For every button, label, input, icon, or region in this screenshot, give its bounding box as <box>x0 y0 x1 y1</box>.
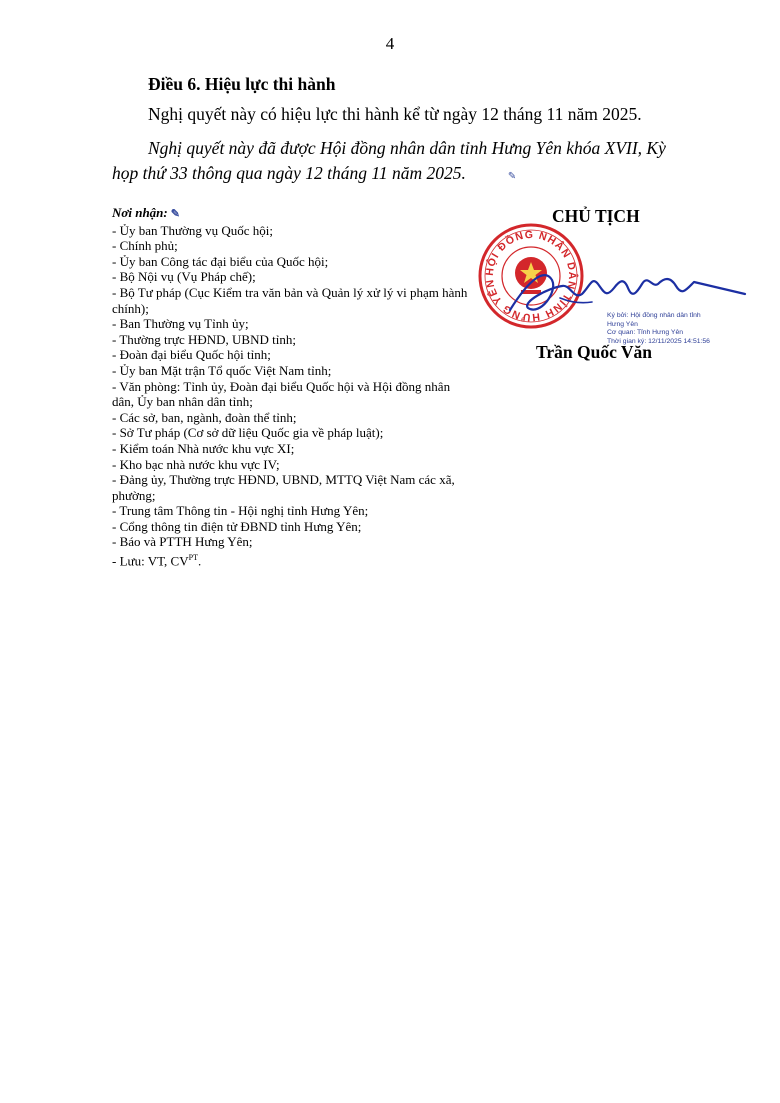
list-item: - Văn phòng: Tỉnh ủy, Đoàn đại biểu Quốc hội và Hội đồng nhân dân, Ủy ban nhân dân tỉnh; <box>112 378 451 410</box>
initial-mark-icon: ✎ <box>170 208 180 220</box>
digital-signature-info <box>607 312 710 346</box>
list-item: - Ủy ban Thường vụ Quốc hội; <box>112 222 273 238</box>
recipients-block <box>112 205 472 569</box>
initial-mark-icon: ✎ <box>507 171 517 182</box>
adoption-text: Nghị quyết này đã được Hội đồng nhân dân tỉnh Hưng Yên khóa XVII, Kỳ họp thứ 33 thông qua ngày 12 tháng 11 năm 2025. <box>112 138 666 183</box>
archive-label: - Lưu: VT, CV <box>112 553 189 569</box>
recipients-title: Nơi nhận: <box>112 205 168 220</box>
article-effective-date: Nghị quyết này có hiệu lực thi hành kể từ ngày 12 tháng 11 năm 2025. <box>148 104 642 124</box>
signed-by-cont: Hưng Yên <box>607 320 638 328</box>
list-item: - Đoàn đại biểu Quốc hội tỉnh; <box>112 347 271 363</box>
list-item: - Bộ Nội vụ (Vụ Pháp chế); <box>112 269 256 285</box>
list-item: - Ủy ban Mặt trận Tổ quốc Việt Nam tỉnh; <box>112 362 332 378</box>
list-item: - Ủy ban Công tác đại biểu của Quốc hội; <box>112 253 329 269</box>
signed-by: Ký bởi: Hội đồng nhân dân tỉnh <box>607 312 701 319</box>
page-number: 4 <box>385 34 395 53</box>
list-item: - Ban Thường vụ Tỉnh ủy; <box>112 316 249 332</box>
sign-time: Thời gian ký: 12/11/2025 14:51:56 <box>607 337 710 345</box>
chairman-title: CHỦ TỊCH <box>552 206 640 226</box>
recipients-list <box>112 223 472 569</box>
list-item: - Kiểm toán Nhà nước khu vực XI; <box>112 440 295 456</box>
list-item: - Báo và PTTH Hưng Yên; <box>112 534 253 550</box>
list-item: - Cổng thông tin điện tử ĐBND tỉnh Hưng Yên; <box>112 518 362 534</box>
list-item: - Chính phủ; <box>112 238 178 254</box>
recipients-heading <box>112 205 472 223</box>
list-item: - Đảng ủy, Thường trực HĐND, UBND, MTTQ Việt Nam các xã, phường; <box>112 472 455 503</box>
list-item: - Trung tâm Thông tin - Hội nghị tỉnh Hưng Yên; <box>112 503 369 519</box>
list-item: - Sở Tư pháp (Cơ sở dữ liệu Quốc gia về pháp luật); <box>112 425 384 441</box>
list-item: - Bộ Tư pháp (Cục Kiểm tra văn bản và Quản lý xử lý vi phạm hành chính); <box>112 284 468 316</box>
list-item: - Kho bạc nhà nước khu vực IV; <box>112 456 280 472</box>
article-title: Điều 6. Hiệu lực thi hành <box>148 74 336 94</box>
agency: Cơ quan: Tỉnh Hưng Yên <box>607 329 684 336</box>
seal-text: HỘI ĐỒNG NHÂN DÂN TỈNH HƯNG YÊN <box>483 228 579 324</box>
list-item: - Thường trực HĐND, UBND tỉnh; <box>112 331 296 347</box>
archive-sup: PT <box>188 553 198 563</box>
list-item: - Lưu: VT, $CV^{PT}$. <box>112 553 202 569</box>
list-item: - Các sở, ban, ngành, đoàn thể tỉnh; <box>112 409 297 425</box>
adoption-statement <box>112 136 672 189</box>
signer-name: Trần Quốc Văn <box>536 342 653 362</box>
